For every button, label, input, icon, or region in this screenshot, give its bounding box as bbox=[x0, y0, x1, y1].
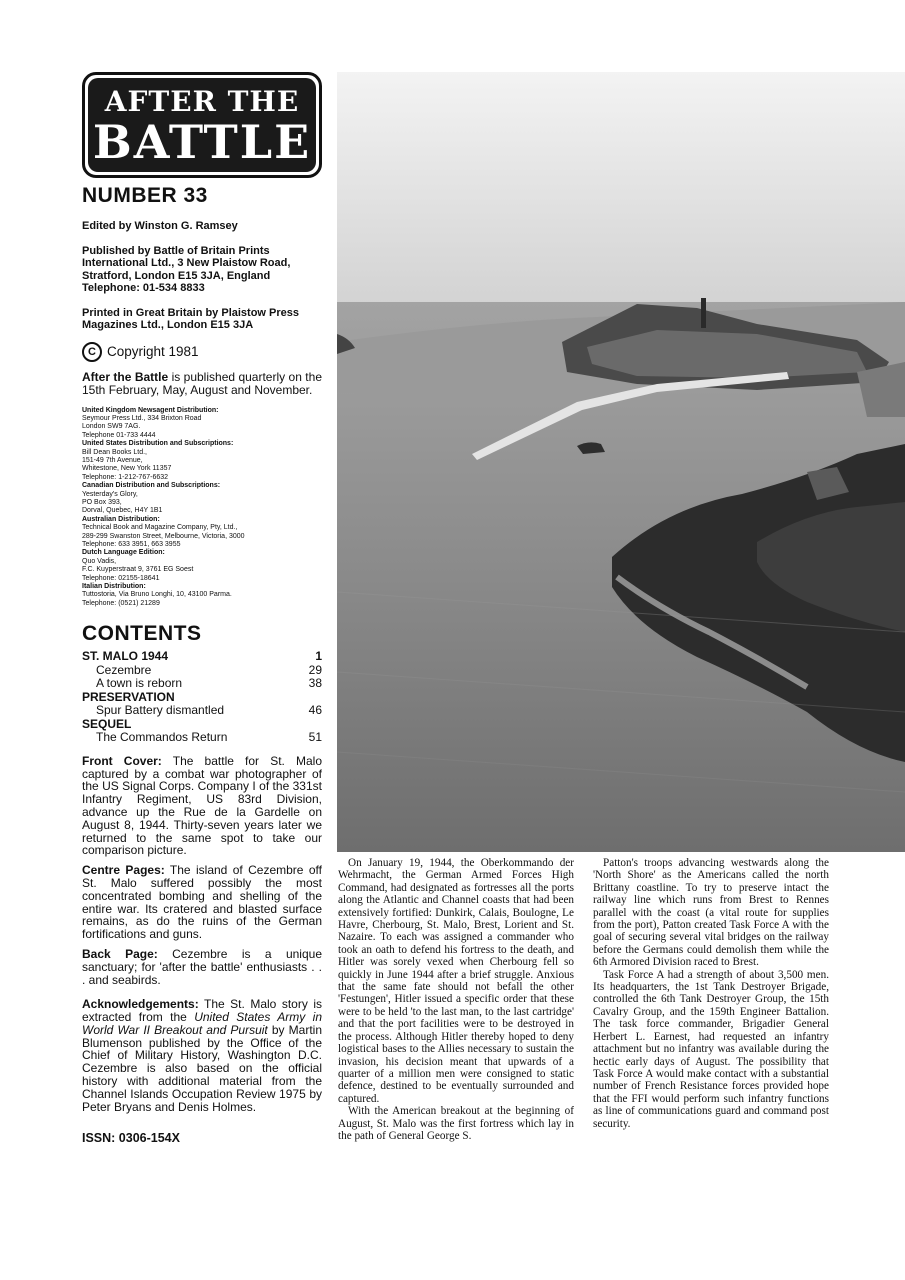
contents-heading: CONTENTS bbox=[82, 622, 202, 646]
distribution-heading: United States Distribution and Subscriptions: bbox=[82, 440, 234, 448]
distribution-line: London SW9 7AG. bbox=[82, 423, 141, 431]
contents-entry-label: Spur Battery dismantled bbox=[96, 703, 225, 718]
contents-entry-label: PRESERVATION bbox=[82, 689, 175, 704]
contents-entry-page: 1 bbox=[315, 649, 322, 664]
distribution-heading: United Kingdom Newsagent Distribution: bbox=[82, 406, 219, 414]
contents-entry bbox=[82, 677, 322, 691]
publication-schedule: After the Battle is published quarterly on the 15th February, May, August and November. bbox=[82, 369, 322, 397]
contents-entry-page: 38 bbox=[308, 676, 322, 691]
distribution-line: Telephone: 02155-18641 bbox=[82, 574, 160, 582]
article-paragraph: On January 19, 1944, the Oberkommando der Wehrmacht, the German Armed Forces High Command, had designated as fortresses all the ports along the Atlantic and Channel coasts that had been extensively fortified: Dunkirk, Calais, Boulogne, Le Havre, Cherbourg, St. Malo, Brest, Lorient and St. Nazaire. To each was assigned a commander who took an oath to defend his fortress to the death, and Hitler was sorely vexed when Cherbourg fell so quickly in June 1944 after a brief struggle. Anxious that the same fate should not befall the other 'Festungen', Hitler issued a specific order that these were to be held 'to the last man, to the last cartridge' and that the port facilities were to be destroyed in the process. Although Hitler thereby hoped to deny logistical bases to the Allies necessary to sustain the invasion, his decision meant that upwards of a quarter of a million men were consigned to static defence, destined to be eventually surrounded and captured. bbox=[338, 857, 574, 1105]
distribution-line: 289-299 Swanston Street, Melbourne, Victoria, 3000 bbox=[82, 532, 245, 540]
distribution-line: Bill Dean Books Ltd., bbox=[82, 448, 147, 456]
distribution-line: Dorval, Quebec, H4Y 1B1 bbox=[82, 507, 163, 515]
distribution-line: Telephone: 1-212-767-6632 bbox=[82, 473, 169, 481]
front-cover-note: Front Cover: The battle for St. Malo captured by a combat war photographer of the US Signal Corps. Company I of the 331st Infantry Regiment, US 83rd Division, advance up the Rue de la Gardelle on August 8, 1944. Thirty-seven years later we returned to the same spot to take our comparison picture. bbox=[82, 753, 323, 858]
copyright-icon: C bbox=[82, 342, 102, 362]
distribution-heading: Dutch Language Edition: bbox=[82, 549, 165, 557]
printer-credit: Printed in Great Britain by Plaistow Press Magazines Ltd., London E15 3JA bbox=[82, 306, 300, 331]
editor-credit: Edited by Winston G. Ramsey bbox=[82, 220, 238, 232]
contents-entry bbox=[82, 664, 322, 678]
aerial-photo-st-malo bbox=[337, 72, 905, 852]
contents-entry-label: ST. MALO 1944 bbox=[82, 649, 169, 664]
distribution-line: Quo Vadis, bbox=[82, 557, 117, 565]
copyright-line bbox=[82, 342, 322, 362]
cover-notes bbox=[82, 755, 322, 987]
distribution-line: Technical Book and Magazine Company, Pty, Ltd., bbox=[82, 524, 238, 532]
contents-entry-page: 51 bbox=[308, 730, 322, 745]
copyright-text: Copyright 1981 bbox=[107, 344, 199, 359]
article-paragraph: Patton's troops advancing westwards along the 'North Shore' as the Americans called the north Brittany coastline. To try to preserve intact the railway line which runs from Brest to Rennes parallel with the coast (a vital route for supplies from the port), Patton created Task Force A with the goal of securing several vital bridges on the railway before the Germans could demolish them while the 6th Armored Division raced to Brest. bbox=[593, 857, 829, 969]
contents-entry bbox=[82, 691, 322, 705]
distribution-line: Tuttostoria, Via Bruno Longhi, 10, 43100 Parma. bbox=[82, 591, 232, 599]
acknowledgements: Acknowledgements: The St. Malo story is extracted from the United States Army in World War II Breakout and Pursuit by Martin Blumenson published by the Office of the Chief of Military History, Washington D.C. Cezembre is also based on the official history with additional material from the Channel Islands Occupation Review 1975 by Peter Bryans and Denis Holmes. bbox=[82, 997, 322, 1114]
distribution-line: 151-49 7th Avenue, bbox=[82, 456, 143, 464]
contents-entry-page: 29 bbox=[308, 662, 322, 677]
publisher-credit: Published by Battle of Britain Prints International Ltd., 3 New Plaistow Road, Stratford, London E15 3JA, England Telephone: 01-534 8833 bbox=[82, 244, 291, 294]
distribution-heading: Italian Distribution: bbox=[82, 583, 146, 591]
distribution-line: Telephone: 633 3951, 663 3955 bbox=[82, 541, 181, 548]
distribution-line: Telephone 01-733 4444 bbox=[82, 431, 156, 439]
article-column-2 bbox=[593, 857, 829, 1130]
distribution-line: F.C. Kuyperstraat 9, 3761 EG Soest bbox=[82, 566, 194, 574]
contents-entry bbox=[82, 704, 322, 718]
contents-entry-label: A town is reborn bbox=[96, 676, 183, 691]
contents-entry bbox=[82, 731, 322, 745]
logo-top-text: AFTER THE bbox=[104, 85, 300, 118]
issn-number: ISSN: 0306-154X bbox=[82, 1131, 180, 1146]
distribution-line: PO Box 393, bbox=[82, 498, 122, 506]
distribution-list bbox=[82, 407, 322, 609]
contents-entry bbox=[82, 650, 322, 664]
article-paragraph: With the American breakout at the beginning of August, St. Malo was the first fortress which lay in the path of General George S. bbox=[338, 1105, 574, 1142]
back-page-note: Back Page: Cezembre is a unique sanctuary; for 'after the battle' enthusiasts . . . and seabirds. bbox=[82, 946, 322, 987]
left-sidebar bbox=[82, 72, 322, 1145]
distribution-heading: Canadian Distribution and Subscriptions: bbox=[82, 482, 221, 490]
distribution-line: Whitestone, New York 11357 bbox=[82, 465, 172, 473]
magazine-logo bbox=[82, 72, 322, 178]
contents-entry-label: SEQUEL bbox=[82, 716, 132, 731]
article-paragraph: Task Force A had a strength of about 3,500 men. Its headquarters, the 1st Tank Destroyer Brigade, controlled the 6th Tank Destroyer Group, the 15th Cavalry Group, and the 159th Engineer Battalion. The task force commander, Brigadier General Herbert L. Earnest, had requested an infantry attachment but no infantry was available during the hectic early days of August. The possibility that Task Force A would make contact with a substantial number of French Resistance forces provided hope that the FFI would perform such infantry functions as line of communications guard and command post security. bbox=[593, 968, 829, 1130]
distribution-line: Telephone: (0521) 21289 bbox=[82, 599, 160, 607]
centre-pages-note: Centre Pages: The island of Cezembre off St. Malo suffered possibly the most concentrated bombing and shelling of the entire war. Its cratered and blasted surface remains, as do the ruins of the German fortifications and guns. bbox=[82, 863, 322, 942]
distribution-heading: Australian Distribution: bbox=[82, 515, 160, 523]
contents-entry-label: Cezembre bbox=[96, 662, 152, 677]
logo-bottom-text: BATTLE bbox=[92, 115, 312, 169]
distribution-line: Yesterday's Glory, bbox=[82, 490, 138, 498]
contents-entry-page: 46 bbox=[308, 703, 322, 718]
article-column-1 bbox=[338, 857, 574, 1142]
contents-entry-label: The Commandos Return bbox=[96, 730, 228, 745]
distribution-line: Seymour Press Ltd., 334 Brixton Road bbox=[82, 414, 202, 422]
contents-list bbox=[82, 650, 322, 745]
issue-number: NUMBER 33 bbox=[82, 184, 208, 207]
contents-entry bbox=[82, 718, 322, 732]
